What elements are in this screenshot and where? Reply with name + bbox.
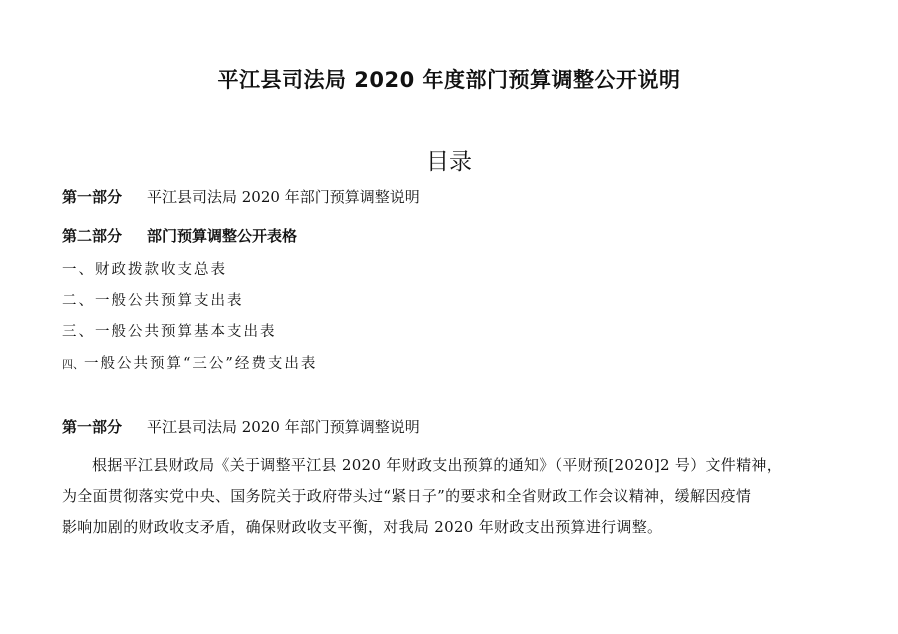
paragraph-line: 为全面贯彻落实党中央、国务院关于政府带头过“紧日子”的要求和全省财政工作会议精神，缓解因疫情 — [62, 487, 752, 505]
toc-part-1-text: 平江县司法局 2020 年部门预算调整说明 — [147, 188, 420, 206]
section-1-heading — [62, 416, 420, 437]
toc-heading: 目录 — [426, 149, 472, 175]
toc-part-2-label: 第二部分 — [62, 227, 123, 245]
section-1-paragraph — [62, 450, 840, 543]
toc-item — [62, 258, 227, 279]
toc-item-number: 一、 — [62, 262, 95, 278]
paragraph-line: 影响加剧的财政收支矛盾，确保财政收支平衡，对我局 2020 年财政支出预算进行调整。 — [62, 518, 663, 536]
section-1-title: 平江县司法局 2020 年部门预算调整说明 — [147, 418, 420, 436]
toc-item — [62, 289, 244, 310]
toc-part-1 — [62, 186, 420, 207]
toc-item-text: 财政拨款收支总表 — [95, 262, 227, 278]
toc-part-2-text: 部门预算调整公开表格 — [147, 227, 298, 245]
document-title: 平江县司法局 2020 年度部门预算调整公开说明 — [217, 68, 681, 92]
toc-item-number: 三、 — [62, 324, 95, 340]
section-1-label: 第一部分 — [62, 418, 123, 436]
toc-item-number: 二、 — [62, 293, 95, 309]
toc-item — [62, 352, 317, 373]
toc-part-2 — [62, 225, 297, 246]
toc-part-1-label: 第一部分 — [62, 188, 123, 206]
toc-item — [62, 320, 277, 341]
toc-item-text: 一般公共预算基本支出表 — [95, 324, 277, 340]
toc-item-number: 四、 — [62, 358, 84, 371]
paragraph-line: 根据平江县财政局《关于调整平江县 2020 年财政支出预算的通知》（平财预[2020]2 号）文件精神， — [92, 456, 783, 474]
toc-item-text: 一般公共预算“三公”经费支出表 — [84, 356, 318, 372]
toc-item-text: 一般公共预算支出表 — [95, 293, 244, 309]
